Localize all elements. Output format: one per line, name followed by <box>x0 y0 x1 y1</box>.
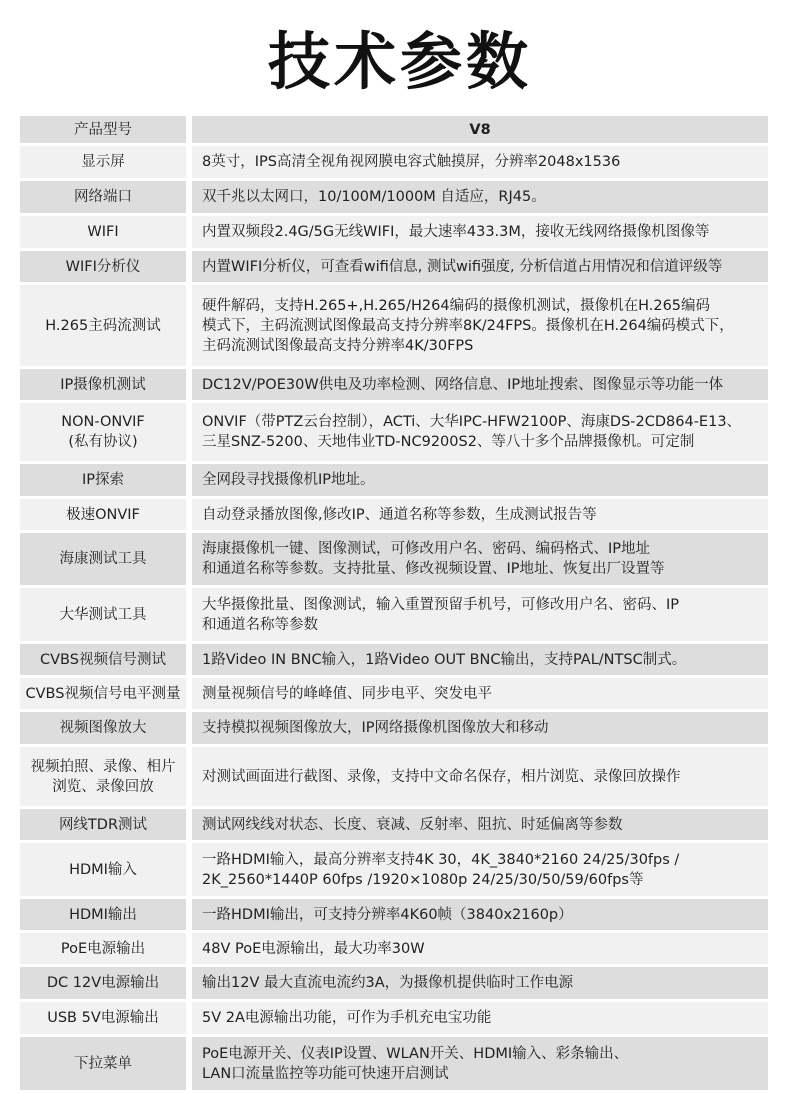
table-row <box>20 644 768 678</box>
param-value: 全网段寻找摄像机IP地址。 <box>192 464 768 496</box>
table-row <box>20 1037 768 1093</box>
param-label: 网线TDR测试 <box>20 809 186 840</box>
table-row <box>20 464 768 499</box>
table-row <box>20 533 768 588</box>
param-value: 48V PoE电源输出，最大功率30W <box>192 933 768 964</box>
param-label: H.265主码流测试 <box>20 285 186 366</box>
param-value: PoE电源开关、仪表IP设置、WLAN开关、HDMI输入、彩条输出、 LAN口流量监控等功能可快速开启测试 <box>192 1037 768 1090</box>
param-label: IP探索 <box>20 464 186 496</box>
param-label: HDMI输出 <box>20 899 186 930</box>
table-row <box>20 712 768 747</box>
param-value: 5V 2A电源输出功能，可作为手机充电宝功能 <box>192 1002 768 1034</box>
table-row <box>20 1002 768 1037</box>
spec-table <box>20 116 768 1093</box>
param-value: 大华摄像批量、图像测试，输入重置预留手机号，可修改用户名、密码、IP 和通道名称等参数 <box>192 588 768 641</box>
param-value: 双千兆以太网口，10/100M/1000M 自适应，RJ45。 <box>192 181 768 213</box>
table-row <box>20 216 768 251</box>
table-row <box>20 678 768 712</box>
param-label: NON-ONVIF (私有协议) <box>20 403 186 461</box>
table-row <box>20 285 768 369</box>
param-label: CVBS视频信号电平测量 <box>20 678 186 709</box>
param-label: DC 12V电源输出 <box>20 967 186 999</box>
param-value: ONVIF（带PTZ云台控制），ACTi、大华IPC-HFW2100P、海康DS-2CD864-E13、 三星SNZ-5200、天地伟业TD-NC9200S2、等八十多个品牌摄像机。可定制 <box>192 403 768 461</box>
param-value: 内置WIFI分析仪，可查看wifi信息, 测试wifi强度, 分析信道占用情况和信道评级等 <box>192 251 768 282</box>
table-row <box>20 588 768 644</box>
table-row <box>20 843 768 899</box>
table-row <box>20 499 768 533</box>
param-value: 硬件解码，支持H.265+,H.265/H264编码的摄像机测试，摄像机在H.265编码 模式下，主码流测试图像最高支持分辨率8K/24FPS。摄像机在H.264编码模式下， 主码流测试图像最高支持分辨率4K/30FPS <box>192 285 768 366</box>
param-label: PoE电源输出 <box>20 933 186 964</box>
param-label: 网络端口 <box>20 181 186 213</box>
param-label: HDMI输入 <box>20 843 186 896</box>
param-label: 海康测试工具 <box>20 533 186 585</box>
param-label: 显示屏 <box>20 146 186 178</box>
param-value: 测试网线线对状态、长度、衰减、反射率、阻抗、时延偏离等参数 <box>192 809 768 840</box>
param-label: 下拉菜单 <box>20 1037 186 1090</box>
table-row <box>20 403 768 464</box>
param-label: CVBS视频信号测试 <box>20 644 186 675</box>
param-value: 8英寸，IPS高清全视角视网膜电容式触摸屏，分辨率2048x1536 <box>192 146 768 178</box>
param-value: 1路Video IN BNC输入，1路Video OUT BNC输出，支持PAL/NTSC制式。 <box>192 644 768 675</box>
table-row <box>20 369 768 403</box>
table-row <box>20 116 768 146</box>
param-value: 海康摄像机一键、图像测试，可修改用户名、密码、编码格式、IP地址 和通道名称等参数。支持批量、修改视频设置、IP地址、恢复出厂设置等 <box>192 533 768 585</box>
table-row <box>20 146 768 181</box>
param-label: 大华测试工具 <box>20 588 186 641</box>
param-value: 输出12V 最大直流电流约3A，为摄像机提供临时工作电源 <box>192 967 768 999</box>
param-label: IP摄像机测试 <box>20 369 186 400</box>
param-value: 支持模拟视频图像放大，IP网络摄像机图像放大和移动 <box>192 712 768 744</box>
param-value: 一路HDMI输出，可支持分辨率4K60帧（3840x2160p） <box>192 899 768 930</box>
param-value: 对测试画面进行截图、录像，支持中文命名保存，相片浏览、录像回放操作 <box>192 747 768 806</box>
param-label: WIFI <box>20 216 186 248</box>
page-title: 技术参数 <box>267 25 532 98</box>
param-label: 产品型号 <box>20 116 186 143</box>
table-row <box>20 747 768 809</box>
table-row <box>20 933 768 967</box>
param-label: USB 5V电源输出 <box>20 1002 186 1034</box>
param-label: 视频拍照、录像、相片 浏览、录像回放 <box>20 747 186 806</box>
param-value: 测量视频信号的峰峰值、同步电平、突发电平 <box>192 678 768 709</box>
table-row <box>20 251 768 285</box>
table-row <box>20 967 768 1002</box>
table-row <box>20 809 768 843</box>
param-label: 视频图像放大 <box>20 712 186 744</box>
param-label: WIFI分析仪 <box>20 251 186 282</box>
param-value: V8 <box>192 116 768 143</box>
param-value: DC12V/POE30W供电及功率检测、网络信息、IP地址搜索、图像显示等功能一体 <box>192 369 768 400</box>
table-row <box>20 181 768 216</box>
param-value: 一路HDMI输入，最高分辨率支持4K 30，4K_3840*2160 24/25/30fps / 2K_2560*1440P 60fps /1920×1080p 24/25/30/50/59/60fps等 <box>192 843 768 896</box>
param-value: 自动登录播放图像,修改IP、通道名称等参数，生成测试报告等 <box>192 499 768 530</box>
param-value: 内置双频段2.4G/5G无线WIFI，最大速率433.3M，接收无线网络摄像机图像等 <box>192 216 768 248</box>
table-row <box>20 899 768 933</box>
param-label: 极速ONVIF <box>20 499 186 530</box>
